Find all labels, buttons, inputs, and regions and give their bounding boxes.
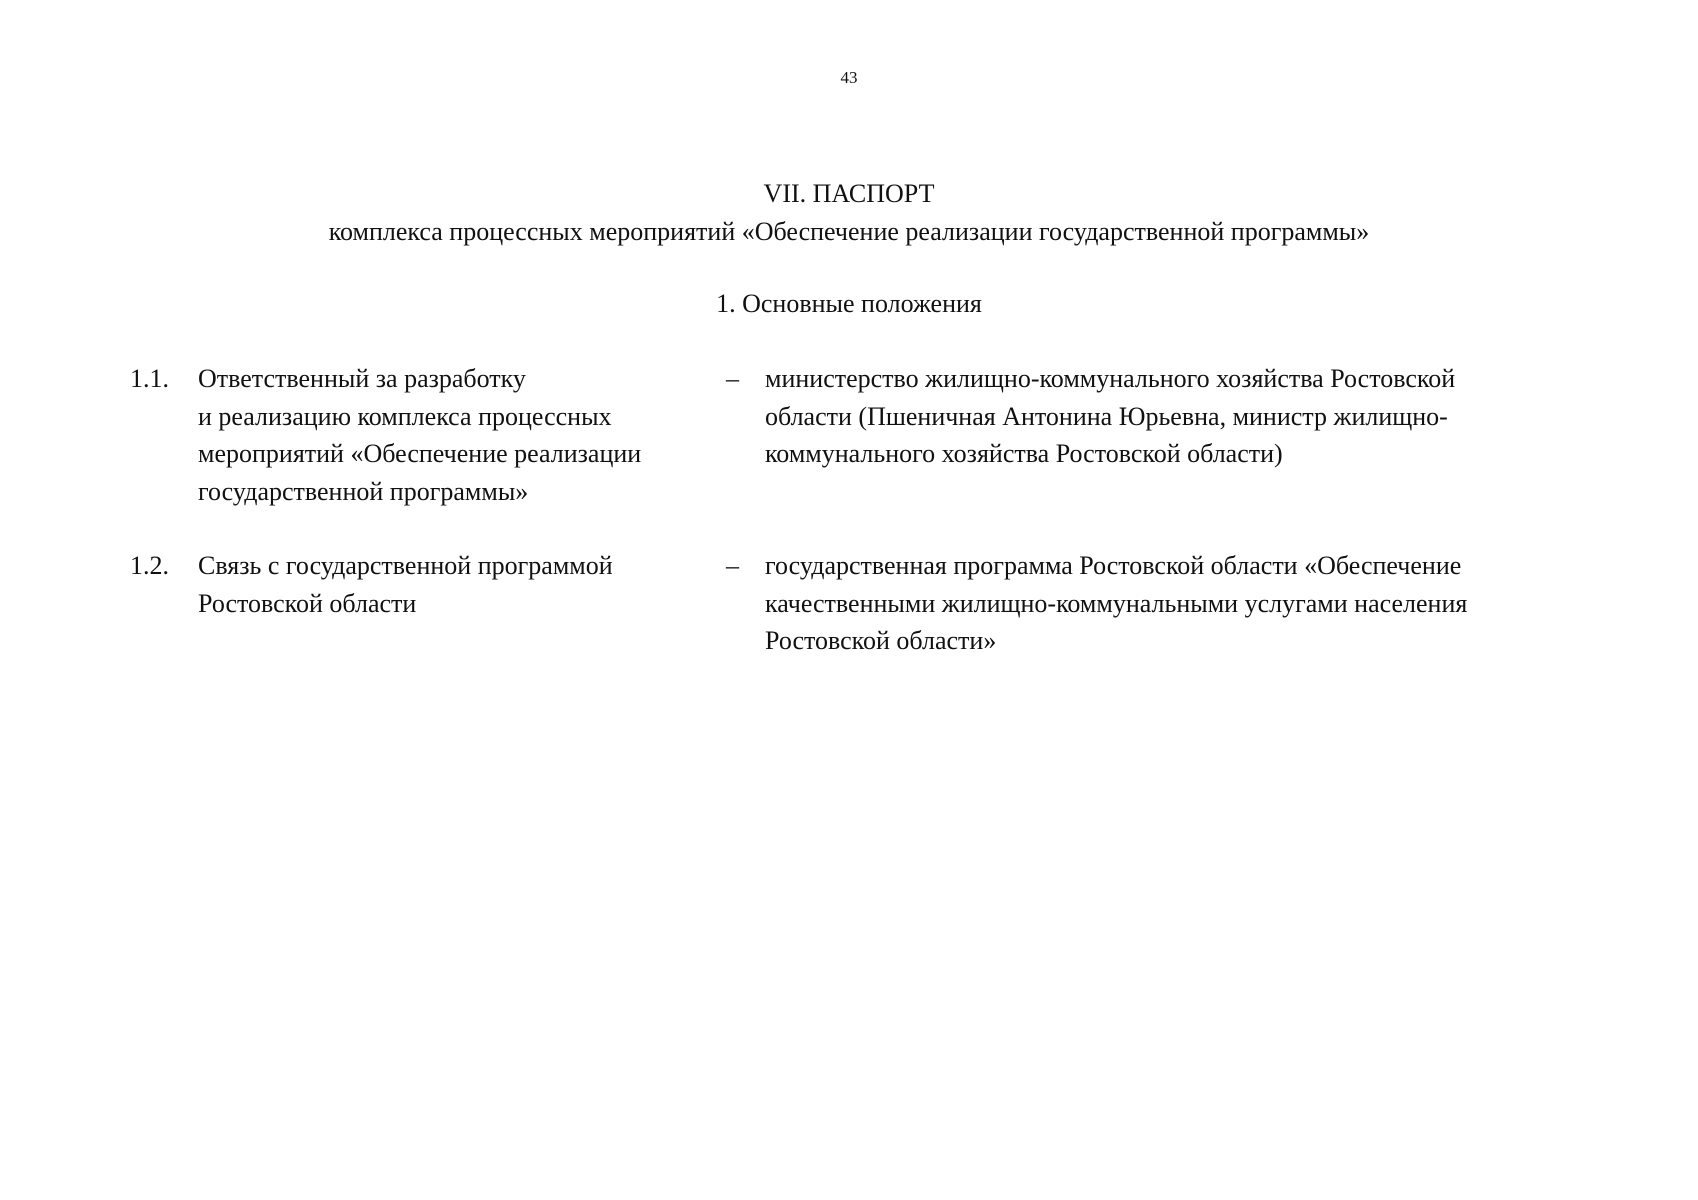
item-label-line: Связь с государственной программой	[198, 551, 613, 580]
item-value-line: качественными жилищно-коммунальными услугами населения	[765, 588, 1468, 618]
item-label-line: Ростовской области	[198, 588, 417, 618]
item-label-line: Ответственный за разработку	[198, 364, 526, 393]
item-label-line: государственной программы»	[198, 476, 529, 506]
item-value-line: Ростовской области»	[765, 626, 997, 655]
item-value-line: министерство жилищно-коммунального хозяйства Ростовской	[765, 364, 1456, 393]
item-label	[198, 360, 708, 510]
item-dash: –	[726, 364, 739, 393]
page-number: 43	[840, 68, 858, 87]
item-number: 1.1.	[130, 364, 169, 393]
item-dash: –	[726, 551, 739, 580]
item-label	[198, 547, 708, 622]
title-line-2: комплекса процессных мероприятий «Обеспечение реализации государственной программы»	[328, 217, 1370, 246]
item-number: 1.2.	[130, 551, 169, 580]
title-line-1: VII. ПАСПОРТ	[763, 179, 935, 208]
item-label-line: и реализацию комплекса процессных	[198, 401, 612, 431]
section-heading: 1. Основные положения	[716, 289, 982, 318]
document-title	[0, 175, 1698, 251]
item-value-line: области (Пшеничная Антонина Юрьевна, министр жилищно-	[765, 401, 1448, 431]
item-value	[765, 360, 1565, 473]
item-value-line: коммунального хозяйства Ростовской области)	[765, 439, 1283, 468]
item-label-line: мероприятий «Обеспечение реализации	[198, 439, 642, 468]
item-value-line: государственная программа Ростовской области «Обеспечение	[765, 551, 1462, 580]
item-value	[765, 547, 1565, 660]
